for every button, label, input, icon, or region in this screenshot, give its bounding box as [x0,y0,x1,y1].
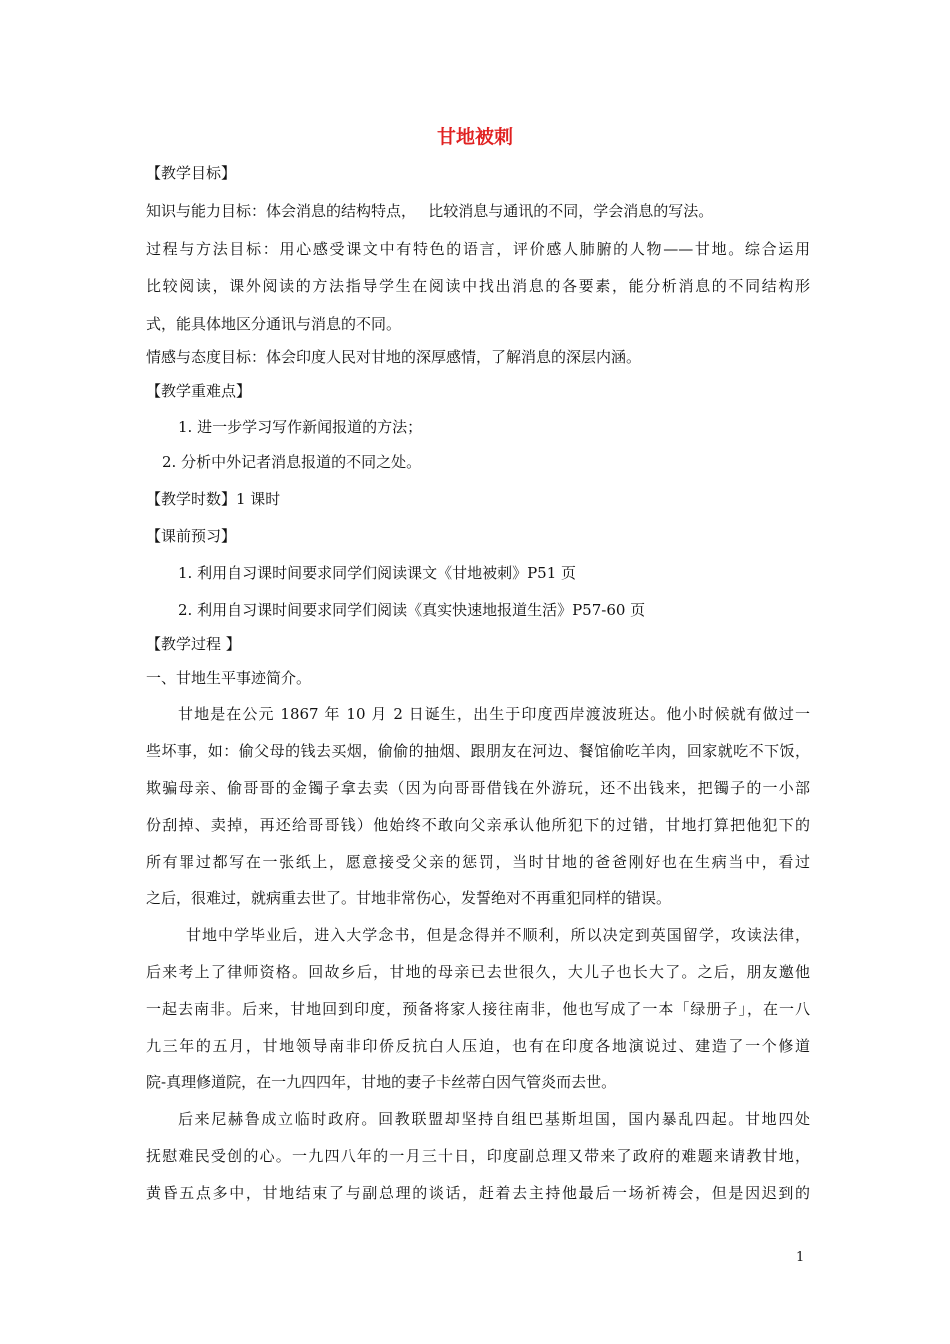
heading-teaching-process: 【教学过程 】 [146,635,241,653]
paragraph-line: 欺骗母亲、偷哥哥的金镯子拿去卖（因为向哥哥借钱在外游玩，还不出钱来，把镯子的一小部 [146,779,810,797]
paragraph-line: 所有罪过都写在一张纸上，愿意接受父亲的惩罚，当时甘地的爸爸刚好也在生病当中，看过 [146,853,810,871]
paragraph-line: 甘地中学毕业后，进入大学念书，但是念得并不顺利，所以决定到英国留学，攻读法律， [186,926,810,944]
heading-teaching-goals: 【教学目标】 [146,164,237,182]
paragraph-line: 份刮掉、卖掉，再还给哥哥钱）他始终不敢向父亲承认他所犯下的过错，甘地打算把他犯下的 [146,816,810,834]
paragraph-line: 式，能具体地区分通讯与消息的不同。 [146,315,402,333]
heading-key-points: 【教学重难点】 [146,382,252,400]
paragraph-line: 九三年的五月，甘地领导南非印侨反抗白人压迫，也有在印度各地演说过、建造了一个修道 [146,1037,810,1055]
paragraph-line: 后来尼赫鲁成立临时政府。回教联盟却坚持自组巴基斯坦国，国内暴乱四起。甘地四处 [178,1110,810,1128]
list-item: 1. 进一步学习写作新闻报道的方法； [178,418,423,436]
paragraph-line: 后来考上了律师资格。回故乡后，甘地的母亲已去世很久，大儿子也长大了。之后，朋友邀他 [146,963,810,981]
paragraph-line: 黄昏五点多中，甘地结束了与副总理的谈话，赶着去主持他最后一场祈祷会，但是因迟到的 [146,1184,810,1202]
paragraph-line: 比较阅读，课外阅读的方法指导学生在阅读中找出消息的各要素，能分析消息的不同结构形 [146,277,810,295]
list-item: 2. 分析中外记者消息报道的不同之处。 [162,453,422,471]
paragraph-line: 甘地是在公元 1867 年 10 月 2 日诞生，出生于印度西岸渡波班达。他小时候就有做过一 [178,705,810,723]
list-item: 1. 利用自习课时间要求同学们阅读课文《甘地被刺》P51 页 [178,564,577,582]
document-title: 甘地被刺 [436,126,513,148]
heading-lesson-hours: 【教学时数】1 课时 [146,490,281,508]
list-item: 2. 利用自习课时间要求同学们阅读《真实快速地报道生活》P57-60 页 [178,601,646,619]
page-number: 1 [796,1250,805,1265]
paragraph-line: 抚慰难民受创的心。一九四八年的一月三十日，印度副总理又带来了政府的难题来请教甘地， [146,1147,810,1165]
heading-preview: 【课前预习】 [146,527,237,545]
paragraph-line: 过程与方法目标：用心感受课文中有特色的语言，评价感人肺腑的人物——甘地。综合运用 [146,240,810,258]
paragraph-line: 情感与态度目标：体会印度人民对甘地的深厚感情，了解消息的深层内涵。 [146,348,642,366]
paragraph-line: 些坏事，如：偷父母的钱去买烟，偷偷的抽烟、跟朋友在河边、餐馆偷吃羊肉，回家就吃不下饭， [146,742,810,760]
section-heading: 一、甘地生平事迹简介。 [146,669,312,687]
paragraph-line: 院-真理修道院，在一九四四年，甘地的妻子卡丝蒂白因气管炎而去世。 [146,1073,617,1091]
paragraph-line: 一起去南非。后来，甘地回到印度，预备将家人接往南非，他也写成了一本「绿册子」，在一八 [146,1000,810,1018]
paragraph-line: 之后，很难过，就病重去世了。甘地非常伤心，发誓绝对不再重犯同样的错误。 [146,889,672,907]
paragraph-line: 知识与能力目标：体会消息的结构特点， 比较消息与通讯的不同，学会消息的写法。 [146,202,714,220]
